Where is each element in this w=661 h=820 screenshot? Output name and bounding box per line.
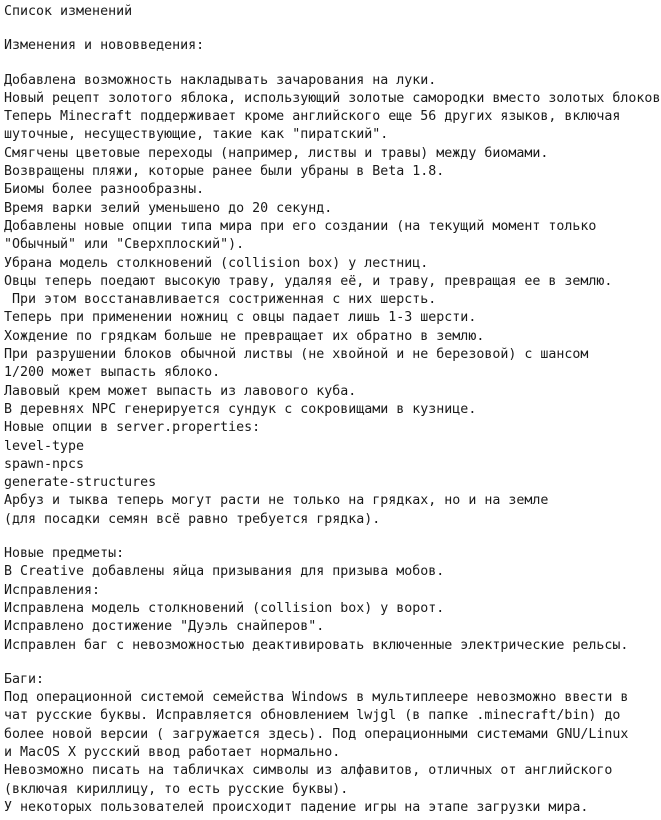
text-line: Смягчены цветовые переходы (например, листвы и травы) между биомами. — [4, 145, 549, 161]
text-line: Возвращены пляжи, которые ранее были убраны в Beta 1.8. — [4, 164, 445, 180]
text-line: spawn-npcs — [4, 456, 85, 472]
text-line: Исправления: — [4, 582, 101, 598]
text-line: "Обычный" или "Сверхплоский"). — [4, 237, 245, 253]
document-body — [4, 3, 661, 817]
text-line: Хождение по грядкам больше не превращает их обратно в землю. — [4, 328, 485, 344]
text-line: Лавовый крем может выпасть из лавового куба. — [4, 383, 357, 399]
text-line: Исправлен баг с невозможностью деактивировать включенные электрические рельсы. — [4, 637, 629, 653]
text-line: Список изменений — [4, 4, 133, 19]
paragraph-bugs — [4, 671, 661, 817]
paragraph-page-title — [4, 3, 661, 21]
text-line: Овцы теперь поедают высокую траву, удаляя её, и траву, превращая ее в землю. — [4, 273, 613, 289]
text-line: Невозможно писать на табличках символы из алфавитов, отличных от английского — [4, 763, 613, 779]
text-line: Новые предметы: — [4, 546, 125, 562]
text-line: У некоторых пользователей происходит падение игры на этапе загрузки мира. — [4, 799, 589, 815]
text-line: более новой версии ( загружается здесь). Под операционными системами GNU/Linux — [4, 726, 629, 742]
text-line: Баги: — [4, 671, 45, 687]
text-line: Изменения и нововведения: — [4, 38, 205, 54]
text-line: В Creative добавлены яйца призывания для призыва мобов. — [4, 564, 445, 580]
text-line: (включая кириллицу, то есть русские буквы). — [4, 781, 349, 797]
text-line: В деревнях NPC генерируется сундук с сокровищами в кузнице. — [4, 401, 477, 417]
text-line: Теперь при применении ножниц с овцы падает лишь 1-3 шерсти. — [4, 310, 477, 326]
text-line: Добавлены новые опции типа мира при его создании (на текущий момент только — [4, 218, 597, 234]
paragraph-items-and-fixes — [4, 545, 661, 655]
paragraph-section-heading-changes — [4, 37, 661, 55]
text-line: Теперь Minecraft поддерживает кроме английского еще 56 других языков, включая — [4, 109, 621, 125]
text-line: Убрана модель столкновений (collision box) у лестниц. — [4, 255, 429, 271]
text-line: При разрушении блоков обычной листвы (не хвойной и не березовой) с шансом — [4, 347, 589, 363]
text-line: Исправлено достижение "Дуэль снайперов". — [4, 619, 325, 635]
text-line: generate-structures — [4, 475, 157, 491]
text-line: чат русские буквы. Исправляется обновлением lwjgl (в папке .minecraft/bin) до — [4, 708, 621, 724]
text-line: 1/200 может выпасть яблоко. — [4, 365, 221, 381]
paragraph-changes-list — [4, 72, 661, 529]
text-line: Новый рецепт золотого яблока, использующий золотые самородки вместо золотых блоков — [4, 90, 661, 106]
text-line: level-type — [4, 438, 85, 454]
text-line: При этом восстанавливается состриженная с них шерсть. — [4, 292, 437, 308]
text-line: и MacOS X русский ввод работает нормально. — [4, 744, 341, 760]
text-line: Добавлена возможность накладывать зачарования на луки. — [4, 72, 437, 88]
text-line: Время варки зелий уменьшено до 20 секунд. — [4, 200, 333, 216]
text-line: Биомы более разнообразны. — [4, 182, 205, 198]
text-line: Арбуз и тыква теперь могут расти не только на грядках, но и на земле — [4, 493, 549, 509]
text-line: (для посадки семян всё равно требуется грядка). — [4, 511, 381, 527]
text-line: Исправлена модель столкновений (collision box) у ворот. — [4, 600, 445, 616]
text-line: шуточные, несуществующие, такие как "пиратский". — [4, 127, 389, 143]
text-line: Новые опции в server.properties: — [4, 420, 261, 436]
text-line: Под операционной системой семейства Windows в мультиплеере невозможно ввести в — [4, 690, 629, 706]
